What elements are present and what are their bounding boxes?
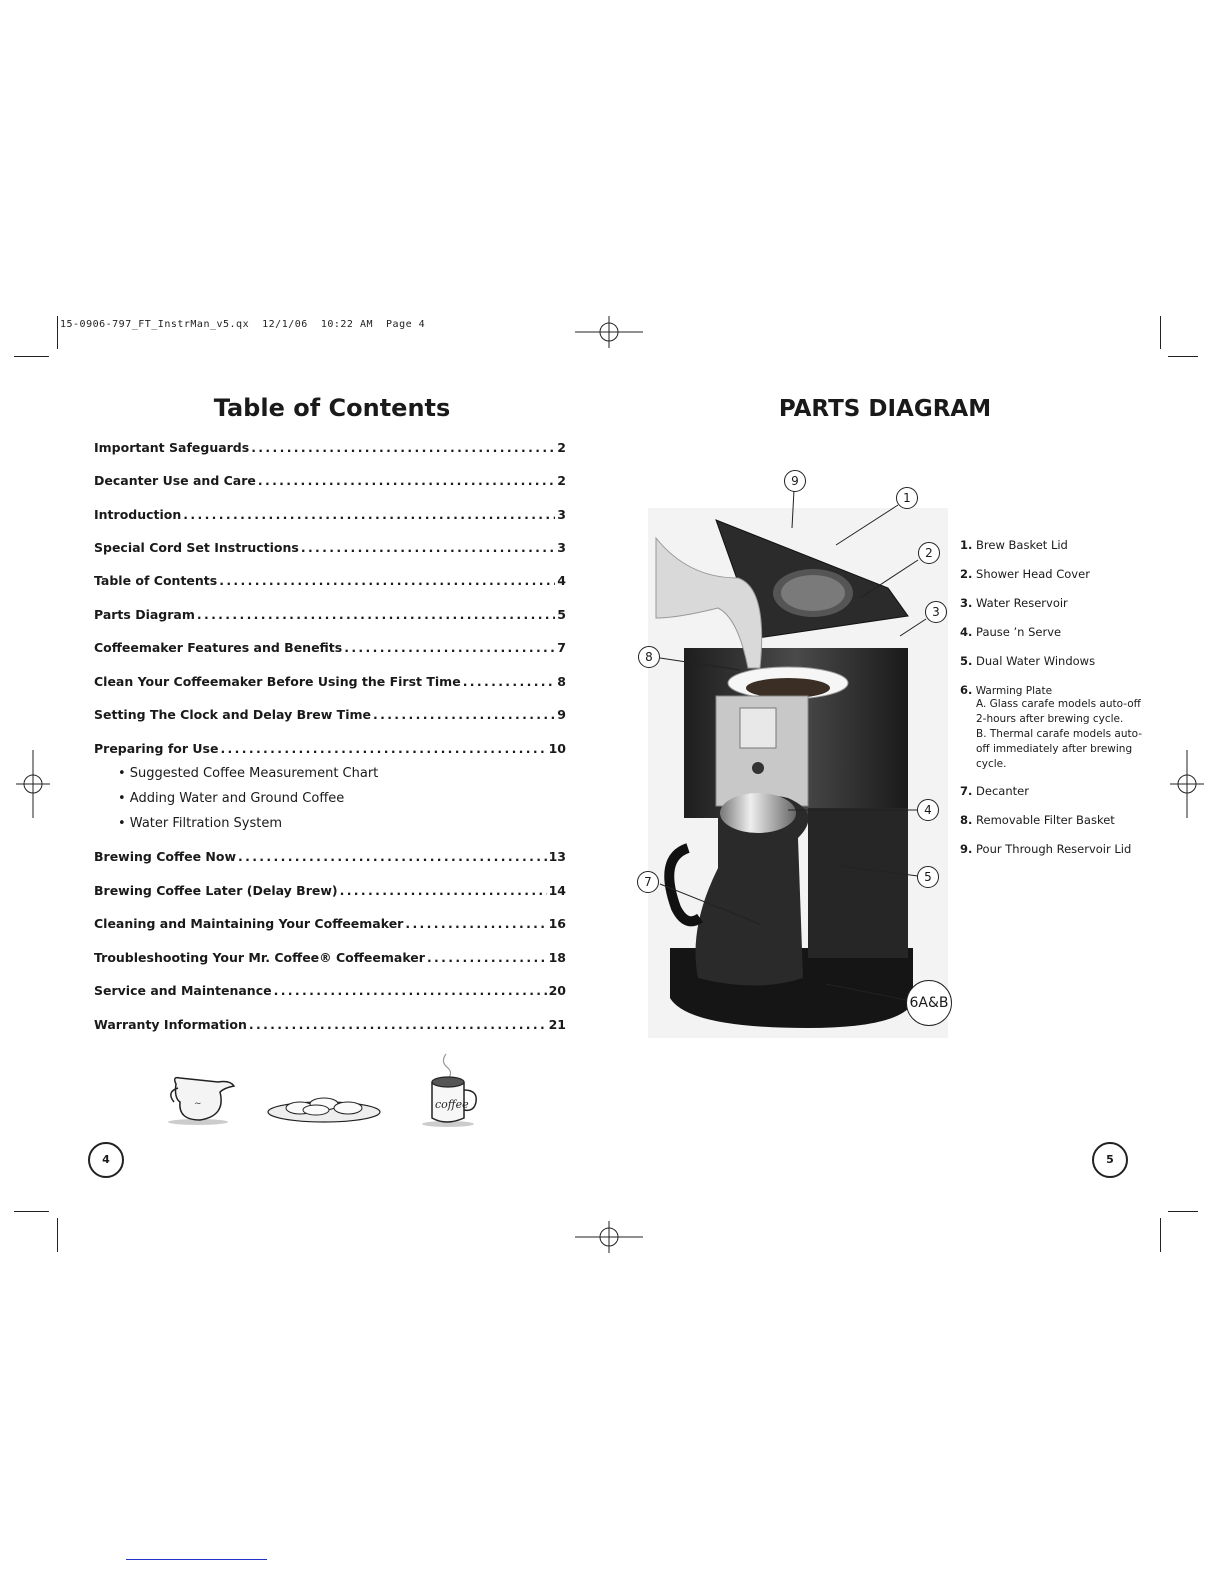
toc-entry[interactable]: Brewing Coffee Later (Delay Brew) . . . 14 xyxy=(94,883,566,901)
callout-5: 5 xyxy=(917,866,939,888)
part-item: 7. Decanter xyxy=(960,784,1029,798)
toc-entry[interactable]: Troubleshooting Your Mr. Coffee® Coffeemaker . . . 18 xyxy=(94,950,566,968)
toc-subitem: • Suggested Coffee Measurement Chart xyxy=(118,766,379,781)
callout-6ab: 6A&B xyxy=(906,980,952,1026)
callout-7: 7 xyxy=(637,871,659,893)
callout-8: 8 xyxy=(638,646,660,668)
toc-entry[interactable]: Introduction . . . 3 xyxy=(94,507,566,525)
part-item: 9. Pour Through Reservoir Lid xyxy=(960,842,1132,856)
toc-entry[interactable]: Setting The Clock and Delay Brew Time . . . 9 xyxy=(94,707,566,725)
part-item: 8. Removable Filter Basket xyxy=(960,813,1115,827)
toc-title: Table of Contents xyxy=(213,394,451,422)
bottom-rule xyxy=(126,1559,267,1560)
toc-subitem: • Water Filtration System xyxy=(118,816,283,831)
part-item: 2. Shower Head Cover xyxy=(960,567,1090,581)
part-item: 3. Water Reservoir xyxy=(960,596,1068,610)
toc-entry[interactable]: Important Safeguards . . . 2 xyxy=(94,440,566,458)
callout-2: 2 xyxy=(918,542,940,564)
callout-3: 3 xyxy=(925,601,947,623)
toc-entry[interactable]: Cleaning and Maintaining Your Coffeemaker . . . 16 xyxy=(94,916,566,934)
toc-subitem: • Adding Water and Ground Coffee xyxy=(118,791,345,806)
toc-entry[interactable]: Preparing for Use . . . 10 xyxy=(94,741,566,759)
page-number-left: 4 xyxy=(88,1142,124,1178)
part-item: 5. Dual Water Windows xyxy=(960,654,1096,668)
part-item: 6. Warming Plate A. Glass carafe models auto-off 2-hours after brewing cycle. B. Thermal carafe models auto-off immediately after brewing cycle. xyxy=(960,683,1150,772)
part-subnote: B. Thermal carafe models auto-off immediately after brewing cycle. xyxy=(976,728,1143,770)
toc-entry[interactable]: Decanter Use and Care . . . 2 xyxy=(94,473,566,491)
toc-entry[interactable]: Coffeemaker Features and Benefits . . . 7 xyxy=(94,640,566,658)
toc-entry[interactable]: Special Cord Set Instructions . . . 3 xyxy=(94,540,566,558)
callout-4: 4 xyxy=(917,799,939,821)
part-item: 1. Brew Basket Lid xyxy=(960,538,1068,552)
part-subnote: A. Glass carafe models auto-off 2-hours after brewing cycle. xyxy=(976,698,1141,725)
toc-entry[interactable]: Brewing Coffee Now . . . 13 xyxy=(94,849,566,867)
toc-entry[interactable]: Service and Maintenance . . . 20 xyxy=(94,983,566,1001)
page-number-right: 5 xyxy=(1092,1142,1128,1178)
mug-label: coffee xyxy=(435,1098,469,1111)
toc-entry[interactable]: Clean Your Coffeemaker Before Using the First Time . . . 8 xyxy=(94,674,566,692)
callout-9: 9 xyxy=(784,470,806,492)
svg-text:~: ~ xyxy=(194,1099,202,1109)
print-slug: 15-0906-797_FT_InstrMan_v5.qx 12/1/06 10:22 AM Page 4 xyxy=(60,319,426,330)
toc-entry[interactable]: Warranty Information . . . 21 xyxy=(94,1017,566,1035)
toc-entry[interactable]: Parts Diagram . . . 5 xyxy=(94,607,566,625)
toc-entry[interactable]: Table of Contents . . . 4 xyxy=(94,573,566,591)
parts-diagram-title: PARTS DIAGRAM xyxy=(778,396,992,422)
callout-1: 1 xyxy=(896,487,918,509)
part-item: 4. Pause ’n Serve xyxy=(960,625,1062,639)
